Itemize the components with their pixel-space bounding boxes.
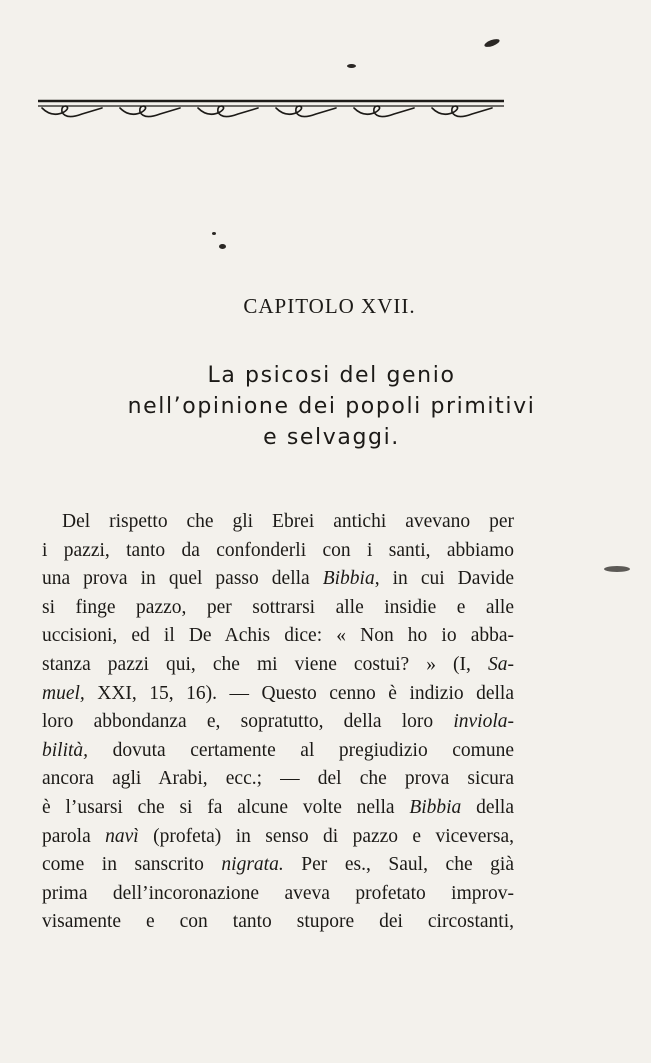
text-line: è l’usarsi che si fa alcune volte nella Bibbia della — [42, 796, 514, 818]
text-line: si finge pazzo, per sottrarsi alle insidie e alle — [42, 596, 514, 618]
text-line: parola navì (profeta) in senso di pazzo e viceversa, — [42, 825, 514, 847]
ornament-rule — [38, 98, 504, 126]
ink-speck — [219, 244, 226, 249]
subtitle-line: La psicosi del genio — [207, 363, 456, 388]
ink-speck — [347, 64, 356, 68]
text-line: uccisioni, ed il De Achis dice: « Non ho io abba- — [42, 625, 514, 647]
italic-term: navì — [105, 825, 139, 847]
italic-term: Sa- — [488, 653, 514, 675]
text-line: loro abbondanza e, sopratutto, della loro inviola- — [42, 711, 514, 733]
text-line: muel, XXI, 15, 16). — Questo cenno è indizio della — [42, 682, 514, 704]
text-line: bilità, dovuta certamente al pregiudizio comune — [42, 739, 514, 761]
chapter-subtitle — [0, 360, 651, 453]
text-line: ancora agli Arabi, ecc.; — del che prova sicura — [42, 768, 514, 790]
italic-term: Bibbia — [322, 568, 375, 590]
text-line: visamente e con tanto stupore dei circostanti, — [42, 911, 514, 933]
subtitle-line: nell’opinione dei popoli primitivi — [127, 394, 536, 419]
body-paragraph — [42, 508, 514, 937]
text-line: prima dell’incoronazione aveva profetato improv- — [42, 882, 514, 904]
italic-term: bilità, — [42, 739, 89, 761]
italic-term: inviola- — [453, 711, 514, 733]
text-line: una prova in quel passo della Bibbia, in cui Davide — [42, 568, 514, 590]
italic-term: Bibbia — [409, 796, 462, 818]
italic-term: nigrata. — [221, 854, 284, 876]
text-line: Del rispetto che gli Ebrei antichi avevano per — [62, 511, 514, 532]
subtitle-line: e selvaggi. — [263, 425, 400, 450]
ink-speck — [483, 37, 500, 48]
chapter-heading: CAPITOLO XVII. — [243, 294, 416, 318]
ink-speck — [212, 232, 216, 235]
ink-speck — [604, 566, 630, 572]
italic-term: muel, — [42, 682, 85, 704]
text-line: stanza pazzi qui, che mi viene costui? » (I, Sa- — [42, 653, 514, 675]
text-line: come in sanscrito nigrata. Per es., Saul, che già — [42, 854, 514, 876]
text-line: i pazzi, tanto da confonderli con i santi, abbiamo — [42, 539, 514, 561]
